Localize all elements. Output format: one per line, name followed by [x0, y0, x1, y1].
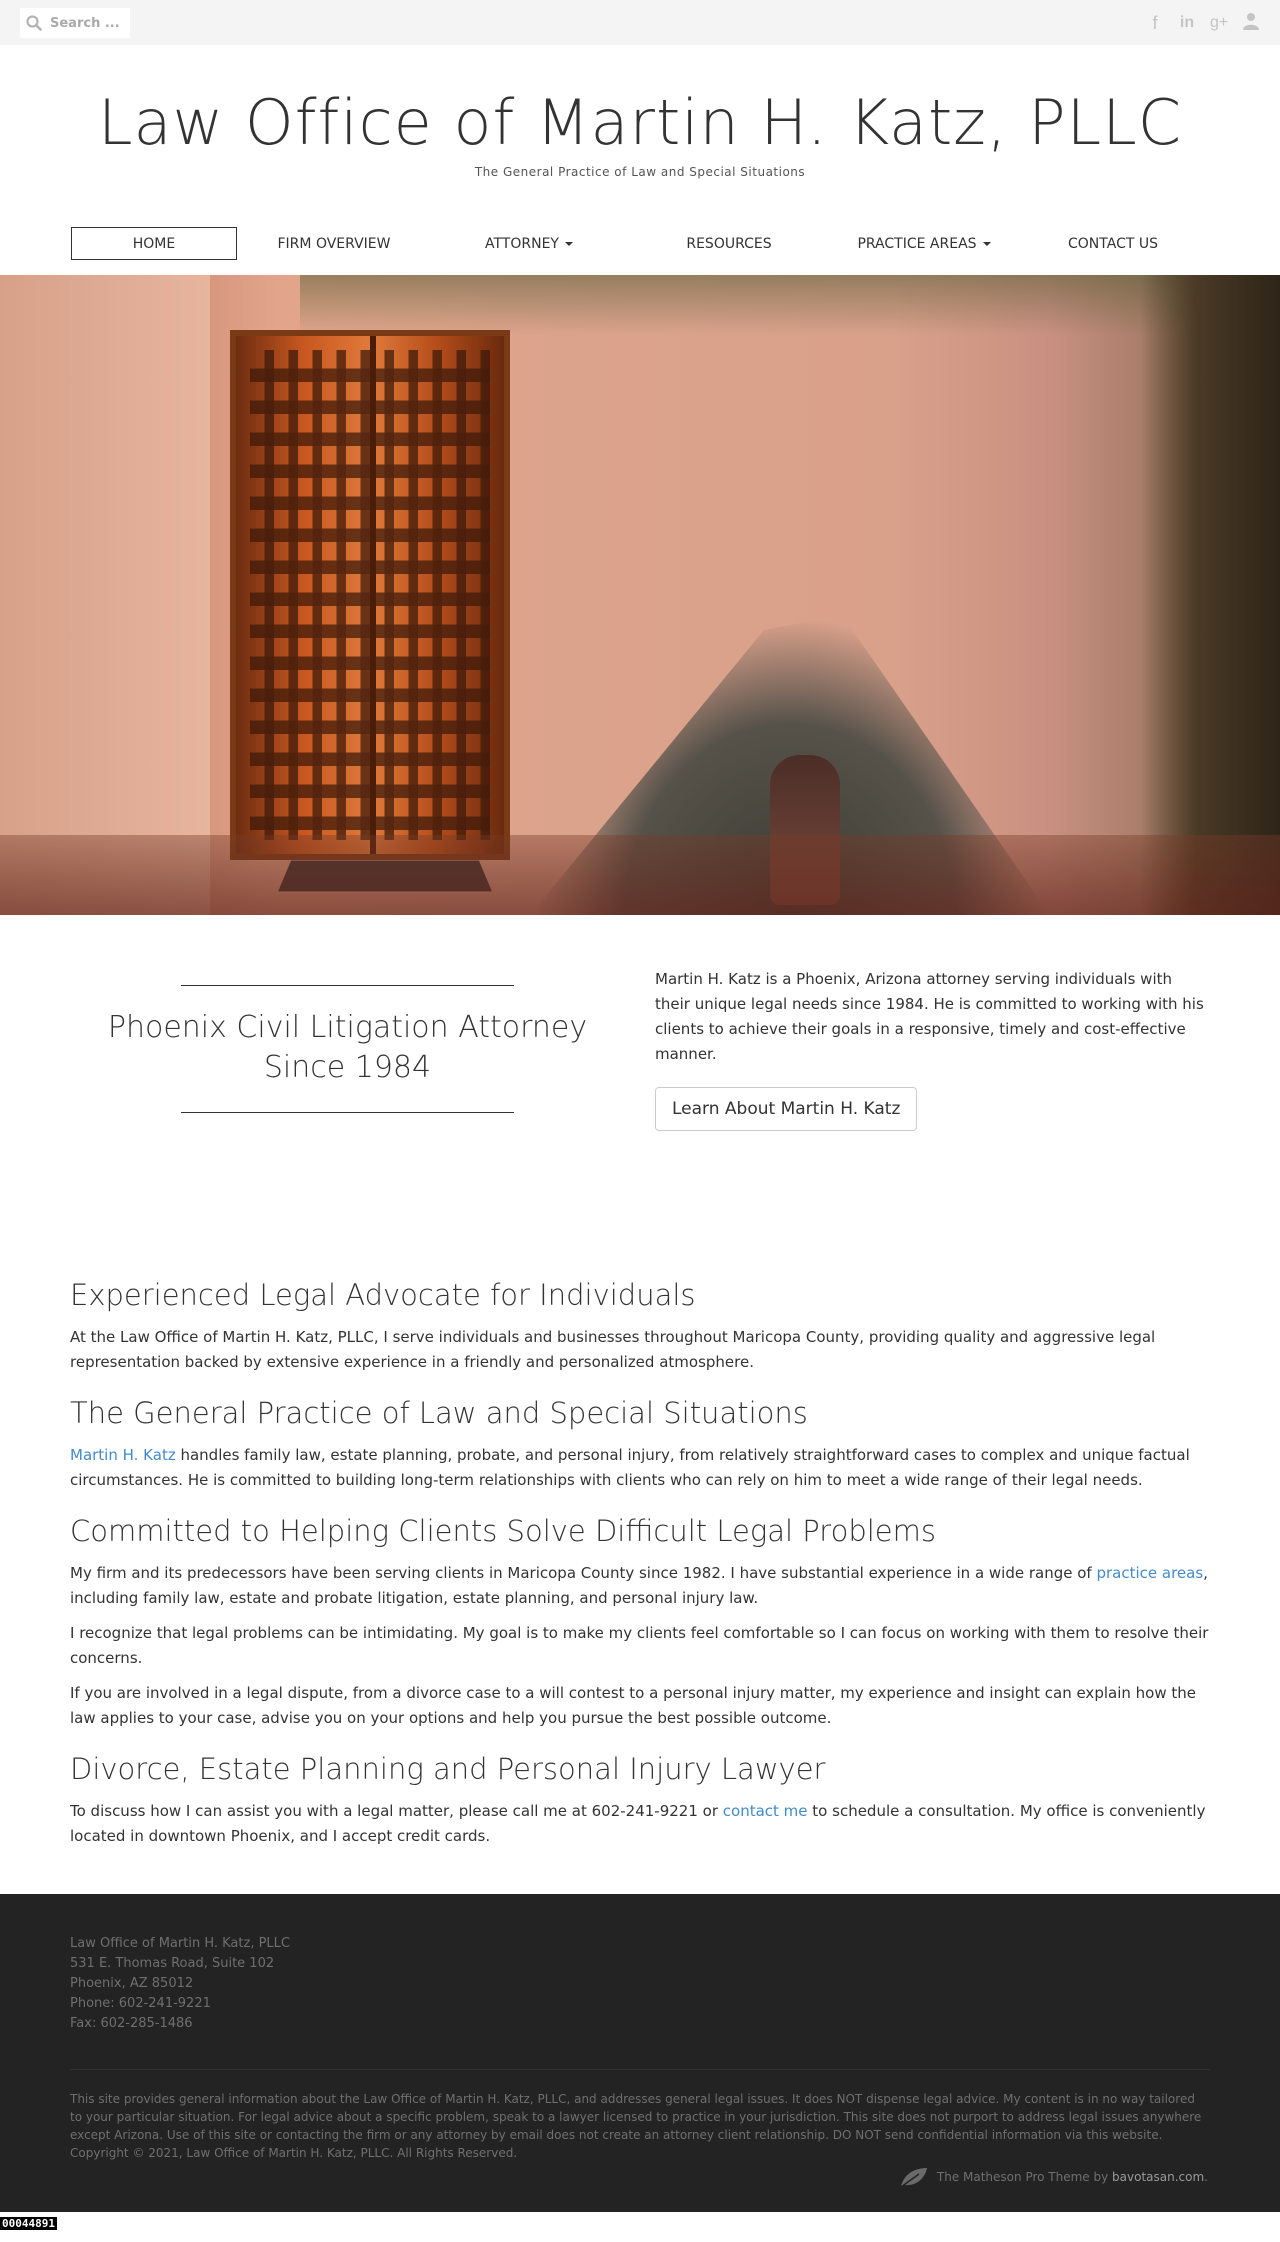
paragraph-text: My firm and its predecessors have been serving clients in Maricopa County since 1982. I have substantial experience in a wide range of: [70, 1564, 1097, 1582]
paragraph-text: , including family law, estate and probate litigation, estate planning, and personal injury law.: [70, 1564, 1208, 1607]
nav-firm-overview-label: FIRM OVERVIEW: [277, 235, 391, 252]
search-icon: [26, 15, 42, 31]
page-bottom: [0, 2212, 1280, 2233]
learn-about-button[interactable]: Learn About Martin H. Katz: [655, 1087, 917, 1131]
practice-areas-link[interactable]: practice areas: [1096, 1564, 1204, 1582]
copyright: Copyright © 2021, Law Office of Martin H. Katz, PLLC. All Rights Reserved.: [70, 2146, 518, 2160]
hero-door: [230, 330, 510, 860]
caret-down-icon: [983, 242, 991, 246]
footer-disclaimer: [70, 2090, 1210, 2162]
site-header: [0, 45, 1280, 215]
paragraph-text: handles family law, estate planning, probate, and personal injury, from relatively straightforward cases to complex and unique factual circumstances. He is committed to building long-term relationships with clients who can rely on him to meet a wide range of their legal needs.: [70, 1446, 1190, 1489]
hero-image: [0, 275, 1280, 915]
nav-practice-areas-label: PRACTICE AREAS: [857, 235, 977, 252]
main-content: [0, 1275, 1280, 1894]
hero-wall: [0, 275, 210, 915]
nav-contact-us-label: CONTACT US: [1068, 235, 1158, 252]
nav-resources-label: RESOURCES: [686, 235, 772, 252]
main-nav: [0, 215, 1280, 275]
user-icon[interactable]: [1242, 12, 1260, 35]
nav-firm-overview[interactable]: [251, 227, 417, 260]
intro-text: Martin H. Katz is a Phoenix, Arizona attorney serving individuals with their unique legal needs since 1984. He is committed to working with his clients to achieve their goals in a responsive, timely and cost-effective manner.: [655, 970, 1204, 1063]
top-bar: [0, 0, 1280, 45]
site-footer: [0, 1894, 1280, 2212]
intro-section: [0, 915, 1280, 1275]
hero-vines: [300, 275, 1280, 335]
disclaimer-text: This site provides general information about the Law Office of Martin H. Katz, PLLC, and addresses general legal issues. It does NOT dispense legal advice. My content is in no way tailored to your particular situation. For legal advice about a specific problem, speak to a lawyer licensed to practice in your jurisdiction. This site does not purport to address legal issues anywhere except Arizona. Use of this site or contacting the firm or any attorney by email does not create an attorney client relationship. DO NOT send confidential information via this website.: [70, 2092, 1202, 2142]
bavotasan-link[interactable]: bavotasan.com: [1112, 2170, 1205, 2184]
leaf-icon: [899, 2166, 929, 2188]
facebook-icon[interactable]: f: [1152, 13, 1158, 33]
credit-end: .: [1204, 2170, 1208, 2184]
intro-text-block: [655, 967, 1210, 1131]
site-title[interactable]: Law Office of Martin H. Katz, PLLC: [97, 86, 1183, 159]
divider: [181, 1112, 514, 1113]
footer-address-line: Phoenix, AZ 85012: [70, 1976, 194, 1991]
nav-home-label: HOME: [132, 235, 176, 252]
intro-heading: Phoenix Civil Litigation Attorney Since 1984: [107, 1010, 588, 1085]
section-heading: Experienced Legal Advocate for Individuals: [70, 1278, 696, 1312]
google-plus-icon[interactable]: g+: [1210, 14, 1229, 31]
hero-tree: [1140, 275, 1280, 915]
credit-text: The Matheson Pro Theme by: [936, 2170, 1113, 2184]
linkedin-icon[interactable]: in: [1179, 14, 1195, 31]
paragraph: [70, 1561, 1210, 1611]
nav-practice-areas[interactable]: [841, 227, 1007, 260]
search-box[interactable]: [20, 8, 130, 38]
nav-resources[interactable]: [646, 227, 812, 260]
paragraph: If you are involved in a legal dispute, from a divorce case to a will contest to a personal injury matter, my experience and insight can explain how the law applies to your case, advise you on your options and help you pursue the best possible outcome.: [70, 1684, 1196, 1727]
paragraph: I recognize that legal problems can be intimidating. My goal is to make my clients feel comfortable so I can focus on working with them to resolve their concerns.: [70, 1624, 1209, 1667]
paragraph: At the Law Office of Martin H. Katz, PLLC, I serve individuals and businesses throughout Maricopa County, providing quality and aggressive legal representation backed by extensive experience in a friendly and personalized atmosphere.: [70, 1328, 1156, 1371]
site-tagline: The General Practice of Law and Special Situations: [474, 165, 806, 179]
paragraph-text: to schedule a consultation. My office is conveniently located in downtown Phoenix, and I accept credit cards.: [70, 1802, 1206, 1845]
social-links: [1146, 12, 1260, 35]
paragraph: [70, 1443, 1210, 1493]
section-heading: Committed to Helping Clients Solve Difficult Legal Problems: [70, 1514, 936, 1548]
footer-divider: [70, 2069, 1210, 2070]
intro-heading-block: [70, 985, 625, 1113]
divider: [181, 985, 514, 986]
theme-credit: [899, 2166, 1208, 2188]
nav-attorney-label: ATTORNEY: [485, 235, 559, 252]
caret-down-icon: [565, 242, 573, 246]
search-input[interactable]: [50, 16, 130, 31]
hero-floor: [0, 835, 1280, 915]
paragraph-text: To discuss how I can assist you with a legal matter, please call me at 602-241-9221 or: [70, 1802, 723, 1820]
visit-counter: 00044891: [2, 2217, 55, 2230]
nav-contact-us[interactable]: [1030, 227, 1196, 260]
section-heading: Divorce, Estate Planning and Personal Injury Lawyer: [70, 1752, 826, 1786]
footer-firm-name: Law Office of Martin H. Katz, PLLC: [70, 1936, 290, 1951]
footer-fax: Fax: 602-285-1486: [70, 2016, 193, 2031]
paragraph: [70, 1799, 1210, 1849]
martin-katz-link[interactable]: Martin H. Katz: [70, 1446, 176, 1464]
footer-address-line: 531 E. Thomas Road, Suite 102: [70, 1956, 275, 1971]
section-heading: The General Practice of Law and Special Situations: [70, 1396, 808, 1430]
contact-me-link[interactable]: contact me: [722, 1802, 808, 1820]
footer-phone: Phone: 602-241-9221: [70, 1996, 211, 2011]
nav-home[interactable]: [71, 227, 237, 260]
nav-attorney[interactable]: [446, 227, 612, 260]
footer-address: [70, 1934, 290, 2034]
